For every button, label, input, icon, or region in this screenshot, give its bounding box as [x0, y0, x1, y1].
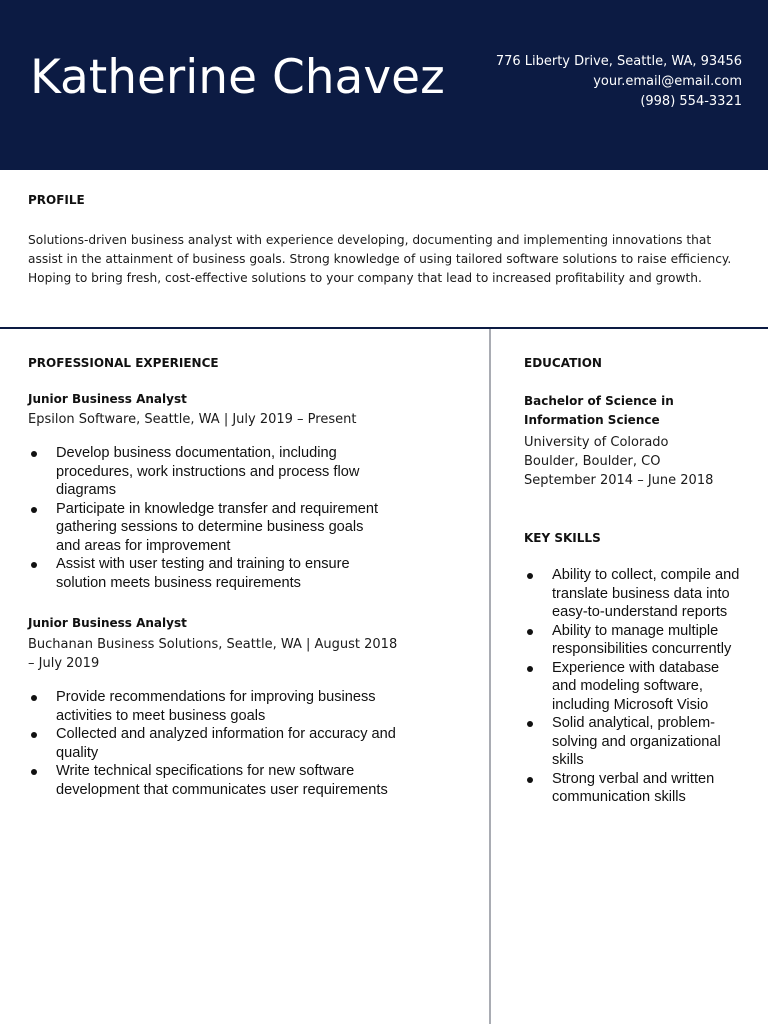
job-entry: [28, 616, 468, 799]
profile-heading: PROFILE: [28, 193, 85, 207]
experience-heading: PROFESSIONAL EXPERIENCE: [28, 356, 219, 370]
job-bullets: [28, 688, 398, 799]
job-meta: Buchanan Business Solutions, Seattle, WA | August 2018 – July 2019: [28, 637, 398, 671]
job-meta: Epsilon Software, Seattle, WA | July 2019 – Present: [28, 412, 357, 427]
education-skills-column: [524, 356, 754, 807]
list-item: Assist with user testing and training to ensure solution meets business requirements: [28, 555, 388, 592]
contact-info: [496, 52, 742, 112]
bullet-icon: [31, 695, 37, 701]
bullet-icon: [31, 732, 37, 738]
education-dates: September 2014 – June 2018: [524, 473, 714, 488]
bullet-icon: [527, 629, 533, 635]
school: University of Colorado Boulder, Boulder, CO: [524, 435, 669, 469]
job-title: Junior Business Analyst: [28, 392, 187, 406]
degree: Bachelor of Science in Information Science: [524, 394, 674, 427]
profile-text: Solutions-driven business analyst with experience developing, documenting and implementing innovations that assist in the attainment of business goals. Strong knowledge of using tailored software solutions to raise efficiency. Hoping to bring fresh, cost-effective solutions to your company that lead to increased profitability and growth.: [28, 233, 732, 285]
list-item: Solid analytical, problem-solving and organizational skills: [524, 714, 740, 770]
list-item: Participate in knowledge transfer and requirement gathering sessions to determine business goals and areas for improvement: [28, 500, 388, 556]
column-divider: [489, 329, 491, 1024]
skills-heading: KEY SKILLS: [524, 531, 601, 545]
bullet-icon: [527, 573, 533, 579]
list-item: Develop business documentation, including procedures, work instructions and process flow diagrams: [28, 444, 388, 500]
phone: (998) 554-3321: [640, 94, 742, 109]
email: your.email@email.com: [593, 74, 742, 89]
address: 776 Liberty Drive, Seattle, WA, 93456: [495, 54, 742, 69]
section-divider: [0, 327, 768, 329]
job-entry: [28, 392, 468, 592]
list-item: Provide recommendations for improving business activities to meet business goals: [28, 688, 398, 725]
list-item: Ability to manage multiple responsibilities concurrently: [524, 622, 740, 659]
resume-header: [0, 0, 768, 170]
education-heading: EDUCATION: [524, 356, 602, 370]
list-item: Experience with database and modeling software, including Microsoft Visio: [524, 659, 740, 715]
job-bullets: [28, 444, 388, 592]
list-item: Strong verbal and written communication skills: [524, 770, 740, 807]
candidate-name: Katherine Chavez: [30, 50, 445, 105]
bullet-icon: [31, 507, 37, 513]
bullet-icon: [31, 562, 37, 568]
skills-list: [524, 566, 740, 807]
bullet-icon: [31, 769, 37, 775]
job-title: Junior Business Analyst: [28, 616, 187, 630]
list-item: Ability to collect, compile and translate business data into easy-to-understand reports: [524, 566, 740, 622]
experience-column: [28, 356, 468, 799]
list-item: Collected and analyzed information for accuracy and quality: [28, 725, 398, 762]
bullet-icon: [31, 451, 37, 457]
list-item: Write technical specifications for new software development that communicates user requirements: [28, 762, 398, 799]
bullet-icon: [527, 777, 533, 783]
bullet-icon: [527, 666, 533, 672]
bullet-icon: [527, 721, 533, 727]
